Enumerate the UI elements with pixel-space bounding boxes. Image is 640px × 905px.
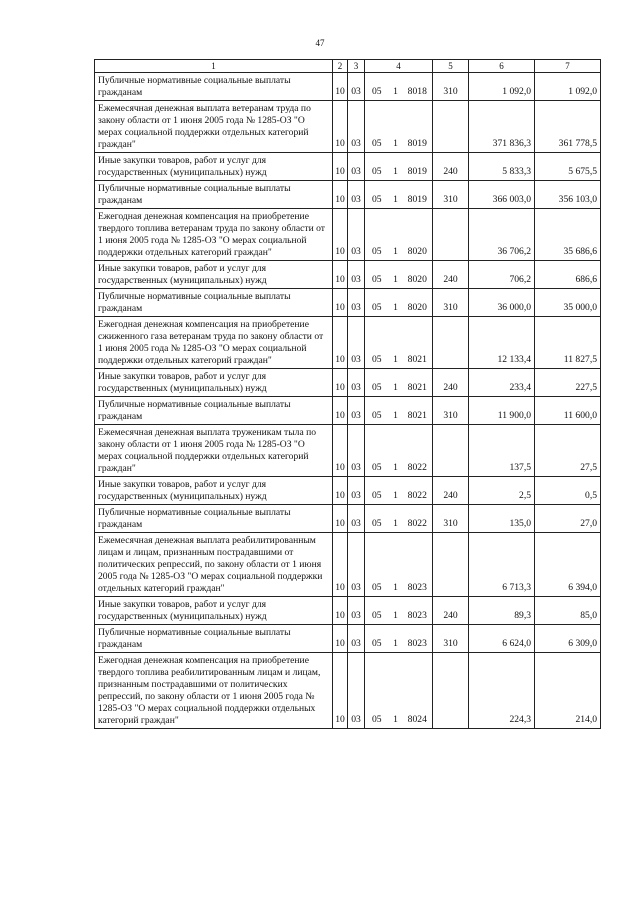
row-amount-year1: 366 003,0 [469, 181, 535, 209]
row-amount-year2: 6 394,0 [535, 533, 601, 597]
row-name: Иные закупки товаров, работ и услуг для государственных (муниципальных) нужд [95, 369, 333, 397]
table-row [95, 317, 601, 369]
row-article-program: 05 [365, 397, 389, 425]
row-article-sub: 1 [389, 597, 403, 625]
table-row [95, 289, 601, 317]
row-name: Публичные нормативные социальные выплаты гражданам [95, 289, 333, 317]
row-name: Ежегодная денежная компенсация на приобретение сжиженного газа ветеранам труда по закону области от 1 июня 2005 года № 1285-ОЗ "О мерах социальной поддержки отдельных категорий граждан" [95, 317, 333, 369]
table-row [95, 625, 601, 653]
row-amount-year2: 35 000,0 [535, 289, 601, 317]
row-subsection: 03 [348, 625, 365, 653]
row-amount-year2: 6 309,0 [535, 625, 601, 653]
row-amount-year1: 36 000,0 [469, 289, 535, 317]
row-article-program: 05 [365, 533, 389, 597]
row-subsection: 03 [348, 153, 365, 181]
row-subsection: 03 [348, 477, 365, 505]
row-expense-type [433, 425, 469, 477]
table-row [95, 533, 601, 597]
table-row [95, 261, 601, 289]
row-section: 10 [333, 289, 348, 317]
row-subsection: 03 [348, 289, 365, 317]
row-amount-year2: 11 827,5 [535, 317, 601, 369]
row-amount-year2: 1 092,0 [535, 73, 601, 101]
row-article-sub: 1 [389, 477, 403, 505]
row-article-sub: 1 [389, 505, 403, 533]
row-section: 10 [333, 477, 348, 505]
row-expense-type: 310 [433, 181, 469, 209]
row-name: Публичные нормативные социальные выплаты гражданам [95, 625, 333, 653]
row-section: 10 [333, 153, 348, 181]
row-amount-year1: 135,0 [469, 505, 535, 533]
row-name: Ежегодная денежная компенсация на приобретение твердого топлива реабилитированным лицам и лицам, признанным пострадавшими от политических репрессий, по закону области от 1 июня 2005 года № 1285-ОЗ "О мерах социальной поддержки отдельных категорий граждан" [95, 653, 333, 729]
header-col-1: 1 [95, 60, 333, 73]
row-expense-type [433, 533, 469, 597]
row-article-program: 05 [365, 153, 389, 181]
row-article-code: 8022 [403, 425, 433, 477]
header-col-2: 2 [333, 60, 348, 73]
table-row [95, 209, 601, 261]
row-section: 10 [333, 425, 348, 477]
budget-table [94, 59, 601, 729]
row-article-sub: 1 [389, 181, 403, 209]
row-section: 10 [333, 261, 348, 289]
row-expense-type: 240 [433, 261, 469, 289]
row-article-code: 8019 [403, 101, 433, 153]
row-name: Публичные нормативные социальные выплаты гражданам [95, 181, 333, 209]
row-amount-year2: 356 103,0 [535, 181, 601, 209]
row-subsection: 03 [348, 653, 365, 729]
row-subsection: 03 [348, 73, 365, 101]
header-col-5: 5 [433, 60, 469, 73]
header-row [95, 60, 601, 73]
row-expense-type: 240 [433, 153, 469, 181]
row-article-program: 05 [365, 261, 389, 289]
row-section: 10 [333, 209, 348, 261]
row-article-sub: 1 [389, 289, 403, 317]
row-amount-year1: 89,3 [469, 597, 535, 625]
row-amount-year1: 706,2 [469, 261, 535, 289]
table-row [95, 425, 601, 477]
row-article-program: 05 [365, 625, 389, 653]
row-section: 10 [333, 653, 348, 729]
row-section: 10 [333, 181, 348, 209]
row-name: Иные закупки товаров, работ и услуг для государственных (муниципальных) нужд [95, 477, 333, 505]
table-row [95, 73, 601, 101]
table-row [95, 597, 601, 625]
row-section: 10 [333, 369, 348, 397]
row-section: 10 [333, 505, 348, 533]
row-article-sub: 1 [389, 209, 403, 261]
row-amount-year2: 11 600,0 [535, 397, 601, 425]
row-section: 10 [333, 317, 348, 369]
row-amount-year2: 361 778,5 [535, 101, 601, 153]
row-amount-year1: 11 900,0 [469, 397, 535, 425]
row-amount-year2: 5 675,5 [535, 153, 601, 181]
row-subsection: 03 [348, 317, 365, 369]
header-col-4: 4 [365, 60, 433, 73]
row-expense-type [433, 209, 469, 261]
row-article-sub: 1 [389, 101, 403, 153]
row-article-sub: 1 [389, 653, 403, 729]
row-name: Иные закупки товаров, работ и услуг для государственных (муниципальных) нужд [95, 597, 333, 625]
row-article-program: 05 [365, 317, 389, 369]
row-article-code: 8024 [403, 653, 433, 729]
row-subsection: 03 [348, 425, 365, 477]
row-article-program: 05 [365, 477, 389, 505]
row-name: Ежемесячная денежная выплата ветеранам труда по закону области от 1 июня 2005 года № 1285-ОЗ "О мерах социальной поддержки отдельных категорий граждан" [95, 101, 333, 153]
row-amount-year2: 35 686,6 [535, 209, 601, 261]
row-name: Иные закупки товаров, работ и услуг для государственных (муниципальных) нужд [95, 153, 333, 181]
row-section: 10 [333, 397, 348, 425]
row-name: Ежегодная денежная компенсация на приобретение твердого топлива ветеранам труда по закону области от 1 июня 2005 года № 1285-ОЗ "О мерах социальной поддержки отдельных категорий граждан" [95, 209, 333, 261]
row-amount-year1: 12 133,4 [469, 317, 535, 369]
row-expense-type [433, 101, 469, 153]
row-article-sub: 1 [389, 625, 403, 653]
row-amount-year1: 6 713,3 [469, 533, 535, 597]
row-article-program: 05 [365, 73, 389, 101]
row-article-sub: 1 [389, 533, 403, 597]
row-article-program: 05 [365, 181, 389, 209]
row-subsection: 03 [348, 597, 365, 625]
row-amount-year1: 2,5 [469, 477, 535, 505]
row-name: Публичные нормативные социальные выплаты гражданам [95, 73, 333, 101]
row-amount-year2: 0,5 [535, 477, 601, 505]
row-article-code: 8021 [403, 317, 433, 369]
row-amount-year1: 233,4 [469, 369, 535, 397]
row-article-program: 05 [365, 101, 389, 153]
row-amount-year1: 36 706,2 [469, 209, 535, 261]
row-section: 10 [333, 101, 348, 153]
row-article-program: 05 [365, 369, 389, 397]
table-row [95, 181, 601, 209]
row-name: Публичные нормативные социальные выплаты гражданам [95, 397, 333, 425]
row-subsection: 03 [348, 369, 365, 397]
row-expense-type: 310 [433, 625, 469, 653]
row-section: 10 [333, 597, 348, 625]
table-row [95, 653, 601, 729]
page-number: 47 [315, 38, 325, 48]
row-article-code: 8020 [403, 209, 433, 261]
row-amount-year2: 27,5 [535, 425, 601, 477]
row-article-code: 8023 [403, 533, 433, 597]
row-article-code: 8018 [403, 73, 433, 101]
table-row [95, 369, 601, 397]
row-article-sub: 1 [389, 317, 403, 369]
row-section: 10 [333, 533, 348, 597]
row-name: Ежемесячная денежная выплата труженикам тыла по закону области от 1 июня 2005 года № 1285-ОЗ "О мерах социальной поддержки отдельных категорий граждан" [95, 425, 333, 477]
row-article-program: 05 [365, 209, 389, 261]
row-article-code: 8019 [403, 181, 433, 209]
row-expense-type: 310 [433, 397, 469, 425]
row-article-sub: 1 [389, 397, 403, 425]
table-body [95, 73, 601, 729]
row-expense-type: 240 [433, 477, 469, 505]
row-section: 10 [333, 625, 348, 653]
row-expense-type: 240 [433, 369, 469, 397]
row-expense-type: 310 [433, 505, 469, 533]
header-col-6: 6 [469, 60, 535, 73]
row-article-sub: 1 [389, 73, 403, 101]
row-article-program: 05 [365, 597, 389, 625]
header-col-3: 3 [348, 60, 365, 73]
row-expense-type: 310 [433, 289, 469, 317]
row-article-sub: 1 [389, 369, 403, 397]
table-row [95, 477, 601, 505]
row-article-sub: 1 [389, 261, 403, 289]
row-article-code: 8019 [403, 153, 433, 181]
header-col-7: 7 [535, 60, 601, 73]
row-subsection: 03 [348, 505, 365, 533]
row-article-code: 8020 [403, 261, 433, 289]
row-expense-type: 240 [433, 597, 469, 625]
row-article-code: 8021 [403, 369, 433, 397]
row-amount-year1: 1 092,0 [469, 73, 535, 101]
row-expense-type [433, 653, 469, 729]
row-amount-year2: 85,0 [535, 597, 601, 625]
row-article-program: 05 [365, 653, 389, 729]
row-section: 10 [333, 73, 348, 101]
table-row [95, 505, 601, 533]
row-subsection: 03 [348, 181, 365, 209]
row-amount-year1: 6 624,0 [469, 625, 535, 653]
row-article-program: 05 [365, 289, 389, 317]
row-article-code: 8020 [403, 289, 433, 317]
row-expense-type [433, 317, 469, 369]
row-amount-year1: 371 836,3 [469, 101, 535, 153]
row-amount-year1: 137,5 [469, 425, 535, 477]
row-article-code: 8022 [403, 505, 433, 533]
row-name: Публичные нормативные социальные выплаты гражданам [95, 505, 333, 533]
row-article-program: 05 [365, 505, 389, 533]
row-expense-type: 310 [433, 73, 469, 101]
row-article-code: 8023 [403, 625, 433, 653]
table-row [95, 153, 601, 181]
row-name: Иные закупки товаров, работ и услуг для государственных (муниципальных) нужд [95, 261, 333, 289]
row-article-code: 8023 [403, 597, 433, 625]
row-amount-year1: 224,3 [469, 653, 535, 729]
table-row [95, 101, 601, 153]
row-amount-year1: 5 833,3 [469, 153, 535, 181]
row-article-program: 05 [365, 425, 389, 477]
row-amount-year2: 227,5 [535, 369, 601, 397]
row-amount-year2: 27,0 [535, 505, 601, 533]
row-subsection: 03 [348, 101, 365, 153]
row-amount-year2: 214,0 [535, 653, 601, 729]
row-amount-year2: 686,6 [535, 261, 601, 289]
row-subsection: 03 [348, 397, 365, 425]
row-subsection: 03 [348, 261, 365, 289]
table-row [95, 397, 601, 425]
row-article-code: 8021 [403, 397, 433, 425]
row-article-sub: 1 [389, 153, 403, 181]
row-article-sub: 1 [389, 425, 403, 477]
row-name: Ежемесячная денежная выплата реабилитированным лицам и лицам, признанным пострадавшими от политических репрессий, по закону области от 1 июня 2005 года № 1285-ОЗ "О мерах социальной поддержки отдельных категорий граждан" [95, 533, 333, 597]
row-subsection: 03 [348, 209, 365, 261]
row-subsection: 03 [348, 533, 365, 597]
row-article-code: 8022 [403, 477, 433, 505]
